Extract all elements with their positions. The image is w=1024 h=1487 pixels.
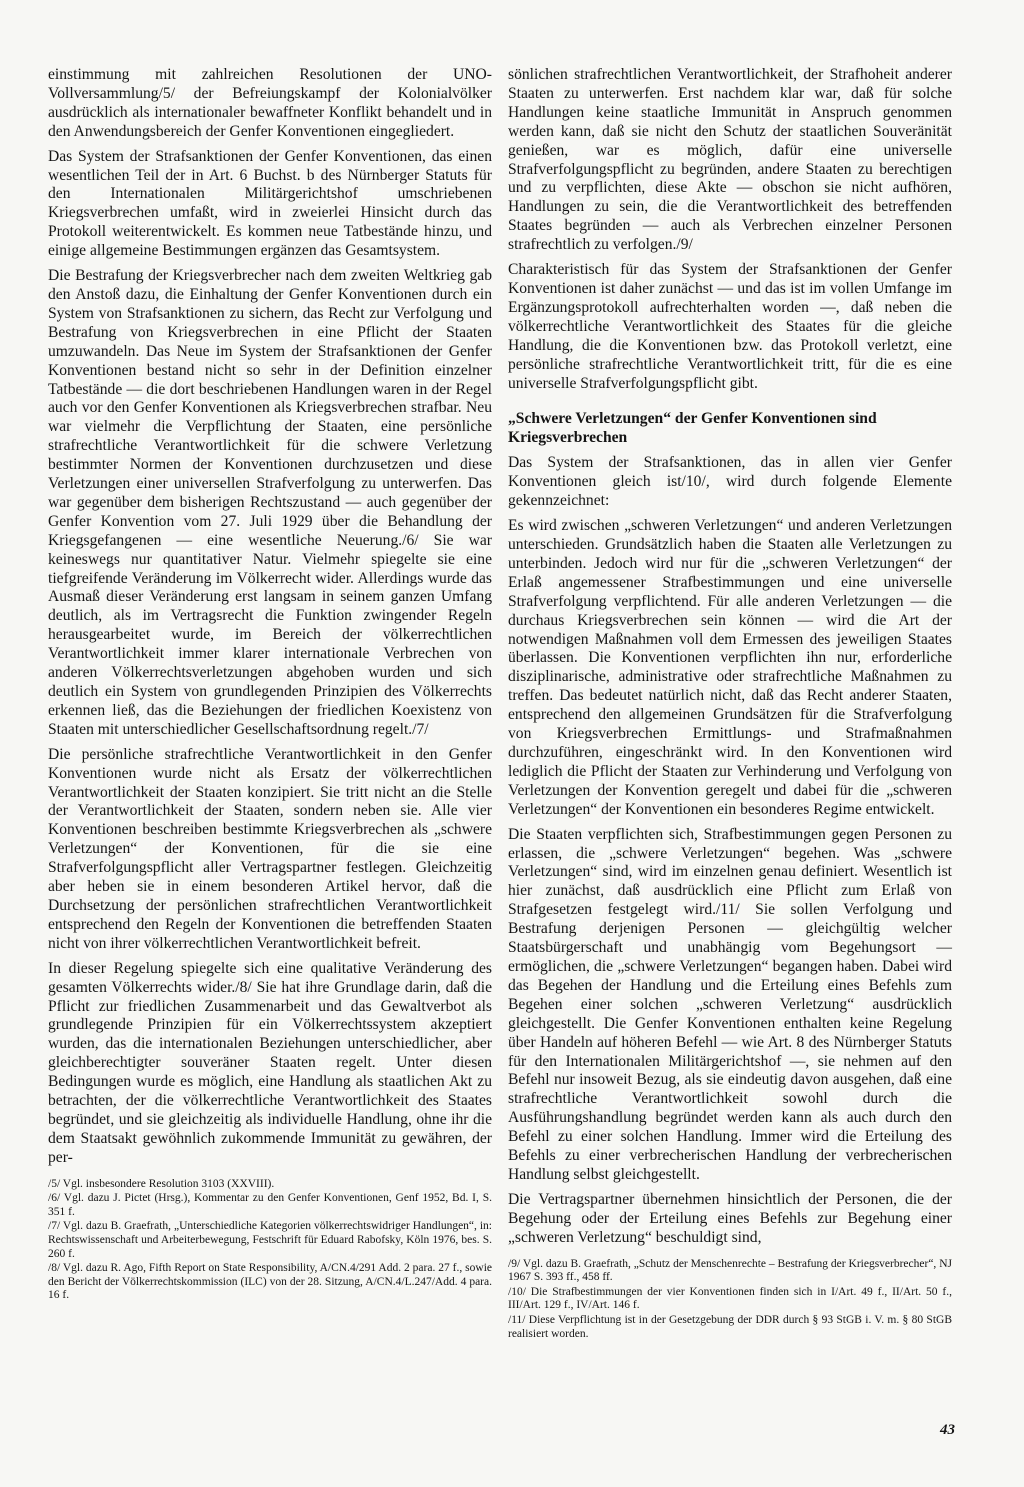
- footnote: /10/ Die Strafbestimmungen der vier Konventionen finden sich in I/Art. 49 f., II/Art. 50 f., III/Art. 129 f., IV/Art. 146 f.: [508, 1285, 952, 1312]
- body-paragraph: Charakteristisch für das System der Strafsanktionen der Genfer Konventionen ist daher zunächst — und das ist im vollen Umfange im Ergänzungsprotokoll aufrechterhalten worden —, daß neben die völkerrechtliche Verantwortlichkeit des Staates für die gleiche Handlung, die die Konventionen bzw. das Protokoll verletzt, eine persönliche strafrechtliche Verantwortlichkeit tritt, für die es eine universelle Strafverfolgungspflicht gibt.: [508, 261, 952, 392]
- left-column: [48, 66, 492, 1304]
- footnote: /11/ Diese Verpflichtung ist in der Gesetzgebung der DDR durch § 93 StGB i. V. m. § 80 StGB realisiert worden.: [508, 1313, 952, 1340]
- footnotes-right: [508, 1258, 952, 1342]
- footnote: /7/ Vgl. dazu B. Graefrath, „Unterschiedliche Kategorien völkerrechtswidriger Handlungen“, in: Rechtswissenschaft und Arbeiterbewegung, Festschrift für Eduard Rabofsky, Köln 1976, bes. S. 260 f.: [48, 1220, 492, 1260]
- right-column: [508, 66, 952, 1342]
- footnote: /5/ Vgl. insbesondere Resolution 3103 (XXVIII).: [48, 1177, 275, 1190]
- body-paragraph: Die Staaten verpflichten sich, Strafbestimmungen gegen Personen zu erlassen, die „schwere Verletzungen“ begehen. Was „schwere Verletzungen“ sind, wird im einzelnen genau definiert. Wesentlich ist hier zunächst, daß ausdrücklich eine Pflicht zum Erlaß von Strafgesetzen festgelegt wird./11/ Sie sollen Verfolgung und Bestrafung derjenigen Personen — gleichgültig welcher Staatsbürgerschaft und unabhängig vom Begehungsort — ermöglichen, die „schwere Verletzungen“ begangen haben. Dabei wird das Begehen der Handlung und die Erteilung eines Befehls zum Begehen einer solchen „schweren Verletzung“ ausdrücklich gleichgestellt. Die Genfer Konventionen enthalten keine Regelung über Handeln auf höheren Befehl — wie Art. 8 des Nürnberger Statuts für den Internationalen Militärgerichtshof —, sie nehmen auf den Befehl nur insoweit Bezug, als sie eindeutig davon ausgehen, daß eine strafrechtliche Verantwortlichkeit sowohl durch die Ausführungshandlung begründet werden kann als auch durch den Befehl zu einer solchen Handlung. Immer wird die Erteilung des Befehls zu einer verbrecherischen Handlung der verbrecherischen Handlung selbst gleichgestellt.: [508, 825, 952, 1183]
- footnote: /9/ Vgl. dazu B. Graefrath, „Schutz der Menschenrechte – Bestrafung der Kriegsverbrecher“, NJ 1967 S. 393 ff., 458 ff.: [508, 1257, 952, 1284]
- body-paragraph: Die Vertragspartner übernehmen hinsichtlich der Personen, die der Begehung oder der Erteilung eines Befehls zur Begehung einer „schweren Verletzung“ beschuldigt sind,: [508, 1190, 952, 1246]
- body-paragraph: Es wird zwischen „schweren Verletzungen“ und anderen Verletzungen unterschieden. Grundsätzlich haben die Staaten alle Verletzungen zu unterbinden. Jedoch wird nur für die „schweren Verletzungen“ der Erlaß angemessener Strafbestimmungen und eine universelle Strafverfolgung verpflichtend. Für alle anderen Verletzungen — die durchaus Kriegsverbrechen sein können — wird die Art der notwendigen Maßnahmen voll dem Ermessen des jeweiligen Staates überlassen. Die Konventionen verpflichten ihn nur, erforderliche disziplinarische, administrative oder strafrechtliche Maßnahmen zu treffen. Das bedeutet natürlich nicht, daß das Recht anderer Staaten, entsprechend den allgemeinen Grundsätzen für die Strafverfolgung von Kriegsverbrechen Ermittlungs- und Strafmaßnahmen durchzuführen, eingeschränkt wird. In den Konventionen wird lediglich die Pflicht der Staaten zur Verhinderung und Verfolgung von Verletzungen der Konvention geregelt und dabei für die „schweren Verletzungen“ der Konventionen ein besonderes Regime entwickelt.: [508, 517, 952, 818]
- body-paragraph: Das System der Strafsanktionen, das in allen vier Genfer Konventionen gleich ist/10/, wird durch folgende Elemente gekennzeichnet:: [508, 454, 952, 510]
- body-paragraph: In dieser Regelung spiegelte sich eine qualitative Veränderung des gesamten Völkerrechts wider./8/ Sie hat ihre Grundlage darin, daß die Pflicht zur friedlichen Zusammenarbeit und das Gewaltverbot als grundlegende Prinzipien für ein Völkerrechtssystem akzeptiert wurden, das die internationalen Beziehungen unterschiedlicher, aber gleichberechtigter souveräner Staaten regelt. Unter diesen Bedingungen wurde es möglich, eine Handlung als staatlichen Akt zu betrachten, der die völkerrechtliche Verantwortlichkeit des Staates begründet, und sie gleichzeitig als individuelle Handlung, ohne ihr die dem Staatsakt gewöhnlich zukommende Immunität zu gewähren, der per-: [48, 959, 492, 1166]
- body-paragraph: Die Bestrafung der Kriegsverbrecher nach dem zweiten Weltkrieg gab den Anstoß dazu, die Einhaltung der Genfer Konventionen durch ein System von Strafsanktionen zu sichern, das Recht zur Verfolgung und Bestrafung von Kriegsverbrechen in eine Pflicht der Staaten umzuwandeln. Das Neue im System der Strafsanktionen der Genfer Konventionen bestand nicht so sehr in der Definition einzelner Tatbestände — die dort beschriebenen Handlungen waren in der Regel auch vor den Genfer Konventionen als Kriegsverbrechen strafbar. Neu war vielmehr die Verpflichtung der Staaten, eine persönliche strafrechtliche Verantwortlichkeit für die schwere Verletzung bestimmter Normen der Konventionen durchzusetzen und diese Verletzungen einer universellen Strafverfolgung zu unterwerfen. Das war gegenüber dem bisherigen Rechtszustand — auch gegenüber der Genfer Konvention vom 27. Juli 1929 über die Behandlung der Kriegsgefangenen — eine wesentliche Neuerung./6/ Sie war keineswegs nur quantitativer Natur. Vielmehr spiegelte sie eine tiefgreifende Veränderung im Völkerrecht wider. Allerdings wurde das Ausmaß dieser Veränderung erst langsam in seinem ganzen Umfang deutlich, als im Vertragsrecht die Funktion zwingender Regeln herausgearbeitet wurde, im Bereich der völkerrechtlichen Verantwortlichkeit immer klarer internationale Verbrechen von anderen Völkerrechtsverletzungen abgehoben wurden und sich deutlich ein System von grundlegenden Prinzipien des Völkerrechts erkennen ließ, das die Beziehungen der friedlichen Koexistenz von Staaten mit unterschiedlicher Gesellschaftsordnung regelt./7/: [48, 267, 492, 738]
- body-paragraph: Das System der Strafsanktionen der Genfer Konventionen, das einen wesentlichen Teil der in Art. 6 Buchst. b des Nürnberger Statuts für den Internationalen Militärgerichtshof umschriebenen Kriegsverbrechen umfaßt, wird in zweierlei Hinsicht durch das Protokoll weiterentwickelt. Es kommen neue Tatbestände hinzu, und einige allgemeine Bestimmungen ergänzen das Gesamtsystem.: [48, 147, 492, 260]
- page-number: 43: [940, 1422, 955, 1438]
- body-paragraph: sönlichen strafrechtlichen Verantwortlichkeit, der Strafhoheit anderer Staaten zu unterwerfen. Erst nachdem klar war, daß für solche Handlungen keine staatliche Immunität in Anspruch genommen werden kann, daß sie nicht den Schutz der staatlichen Souveränität genießen, war es möglich, dafür eine universelle Strafverfolgungspflicht zu begründen, andere Staaten zu berechtigen und zu verpflichten, diese Akte — obschon sie nicht aufhören, Handlungen zu sein, die die Verantwortlichkeit des betreffenden Staates begründen — auch als Verbrechen einzelner Personen strafrechtlich zu verfolgen./9/: [508, 66, 952, 254]
- footnotes-left: [48, 1178, 492, 1303]
- section-heading: „Schwere Verletzungen“ der Genfer Konventionen sind Kriegsverbrechen: [508, 410, 877, 447]
- footnote: /6/ Vgl. dazu J. Pictet (Hrsg.), Kommentar zu den Genfer Konventionen, Genf 1952, Bd. I, S. 351 f.: [48, 1192, 492, 1218]
- body-paragraph: einstimmung mit zahlreichen Resolutionen der UNO-Vollversammlung/5/ der Befreiungskampf der Kolonialvölker ausdrücklich als internationaler bewaffneter Konflikt behandelt und in den Anwendungsbereich der Genfer Konventionen eingegliedert.: [48, 66, 492, 140]
- body-paragraph: Die persönliche strafrechtliche Verantwortlichkeit in den Genfer Konventionen wurde nicht als Ersatz der völkerrechtlichen Verantwortlichkeit der Staaten konzipiert. Sie tritt nicht an die Stelle der Verantwortlichkeit der Staaten, sondern neben sie. Alle vier Konventionen beschreiben bestimmte Kriegsverbrechen als „schwere Verletzungen“ der Konventionen, für die sie eine Strafverfolgungspflicht aller Vertragspartner festlegen. Gleichzeitig aber heben sie in einem besonderen Artikel hervor, daß die Durchsetzung der persönlichen strafrechtlichen Verantwortlichkeit entsprechend den Regeln der Konventionen die betreffenden Staaten nicht von ihrer völkerrechtlichen Verantwortlichkeit befreit.: [48, 745, 492, 952]
- footnote: /8/ Vgl. dazu R. Ago, Fifth Report on State Responsibility, A/CN.4/291 Add. 2 para. 27 f., sowie den Bericht der Völkerrechtskommission (ILC) von der 28. Sitzung, A/CN.4/L.247/Add. 4 para. 16 f.: [48, 1262, 492, 1302]
